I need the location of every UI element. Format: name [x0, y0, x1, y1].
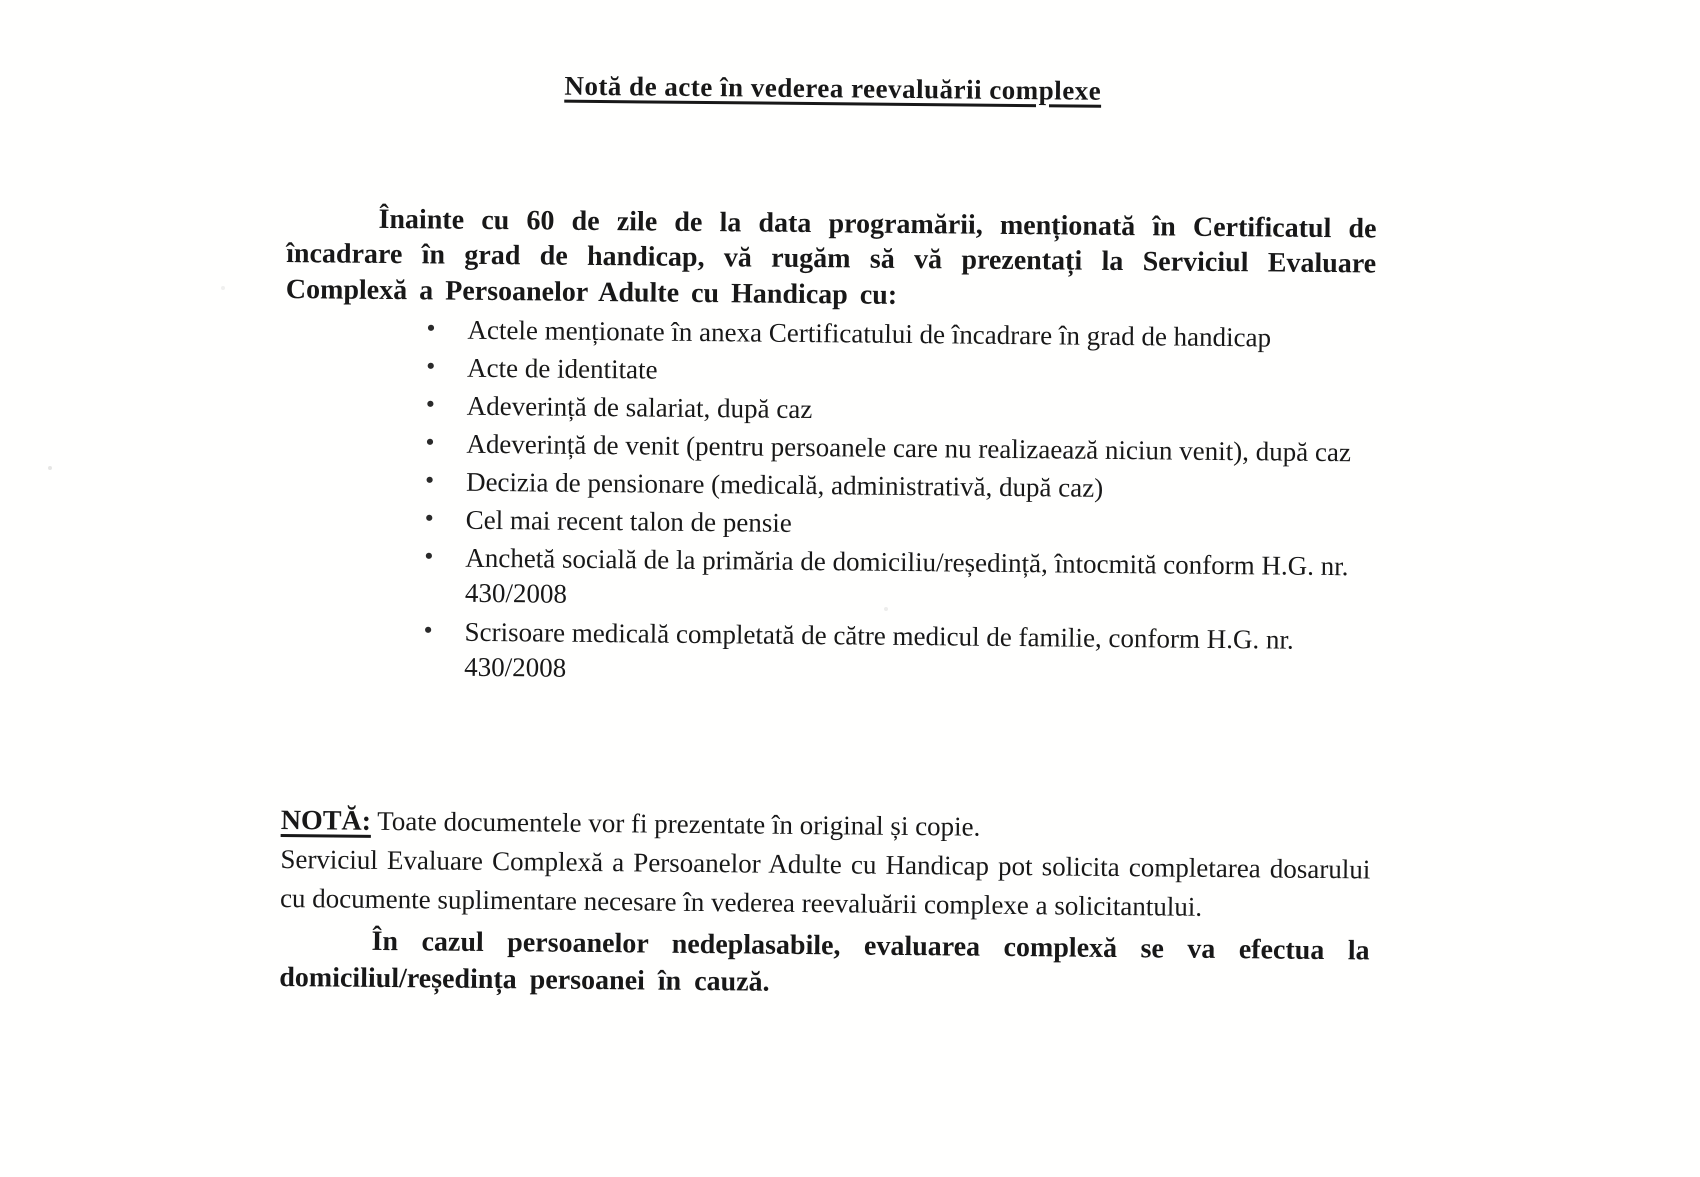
list-item-text: Anchetă socială de la primăria de domiciliu/reședință, întocmită conform H.G. nr. 430/2008 [464, 543, 1349, 610]
document-title [288, 68, 1378, 109]
note-text: Toate documentele vor fi prezentate în original și copie. [370, 805, 981, 842]
list-item-text: Adeverință de salariat, după caz [466, 390, 813, 425]
list-item [426, 351, 1362, 395]
note-block [280, 801, 1371, 928]
list-item [426, 313, 1362, 357]
note-paragraph: Serviciul Evaluare Complexă a Persoanelor Adulte cu Handicap pot solicita completarea dosarului cu documente suplimentare necesare în vederea reevaluării complexe a solicitantului. [279, 844, 1371, 922]
list-item-text: Scrisoare medicală completată de către medicul de familie, conform H.G. nr. 430/2008 [464, 616, 1294, 683]
required-documents-list [282, 311, 1376, 693]
scan-speckle [221, 286, 225, 290]
document-title-text: Notă de acte în vederea reevaluării complexe [564, 70, 1102, 106]
note-label: NOTĂ: [280, 804, 372, 837]
bullet-icon: • [426, 313, 436, 343]
bullet-icon: • [424, 503, 434, 533]
list-item-text: Decizia de pensionare (medicală, administrativă, după caz) [465, 466, 1104, 504]
list-item [423, 614, 1360, 693]
bullet-icon: • [424, 541, 434, 571]
list-item [424, 503, 1360, 547]
list-item-text: Adeverință de venit (pentru persoanele care nu realizaează niciun venit), după caz [466, 428, 1352, 468]
document-content [279, 68, 1378, 1006]
list-item [425, 389, 1362, 433]
intro-paragraph: Înainte cu 60 de zile de la data programării, menționată în Certificatul de încadrare în grad de handicap, vă rugăm să vă prezentați la Serviciul Evaluare Complexă a Persoanelor Adulte cu Handicap cu: [285, 203, 1377, 311]
bullet-icon: • [426, 351, 436, 381]
bullet-icon: • [424, 465, 435, 495]
list-item [424, 541, 1361, 620]
scan-speckle [48, 466, 52, 470]
list-item-text: Acte de identitate [466, 352, 658, 385]
bullet-icon: • [423, 614, 433, 644]
list-item-text: Cel mai recent talon de pensie [465, 504, 792, 539]
list-item [424, 465, 1361, 509]
closing-paragraph: În cazul persoanelor nedeplasabile, evaluarea complexă se va efectua la domiciliul/reședința persoanei în cauză. [279, 925, 1370, 998]
list-item [425, 427, 1361, 471]
list-item-text: Actele menționate în anexa Certificatului de încadrare în grad de handicap [467, 314, 1272, 353]
bullet-icon: • [425, 389, 436, 419]
bullet-icon: • [425, 427, 435, 457]
